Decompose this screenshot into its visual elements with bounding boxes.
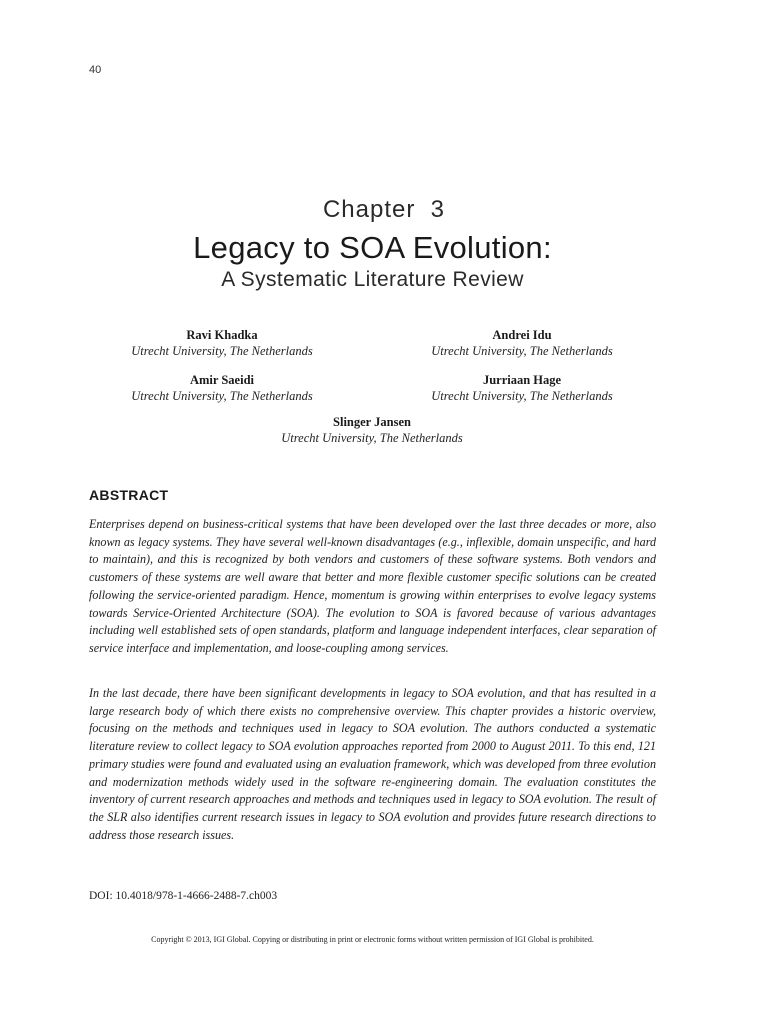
author-entry bbox=[372, 372, 672, 404]
doi: DOI: 10.4018/978-1-4666-2488-7.ch003 bbox=[89, 890, 278, 902]
author-affiliation: Utrecht University, The Netherlands bbox=[431, 344, 613, 358]
author-entry bbox=[72, 372, 372, 404]
abstract-paragraph: In the last decade, there have been significant developments in legacy to SOA evolution, and that has resulted in a large research body of which there exists no comprehensive overview. This chapter provides a historic overview, focusing on the methods and techniques used in legacy to SOA evolution. The authors conducted a systematic literature review to collect legacy to SOA evolution approaches reported from 2000 to August 2011. To this end, 121 primary studies were found and evaluated using an evaluation framework, which was developed from three evolution and modernization methods widely used in the software re-engineering domain. The evaluation constitutes the inventory of current research approaches and methods and techniques used in legacy to SOA evolution. The result of the SLR also identifies current research issues in legacy to SOA evolution and provides future research directions to address those research issues. bbox=[89, 686, 656, 842]
author-affiliation: Utrecht University, The Netherlands bbox=[431, 389, 613, 403]
abstract-heading: ABSTRACT bbox=[89, 487, 169, 503]
author-name: Jurriaan Hage bbox=[482, 373, 562, 387]
page-number: 40 bbox=[89, 64, 102, 76]
chapter-subtitle: A Systematic Literature Review bbox=[221, 268, 524, 291]
author-entry bbox=[222, 414, 522, 446]
author-entry bbox=[372, 327, 672, 359]
chapter-title: Legacy to SOA Evolution: bbox=[193, 230, 552, 265]
author-name: Andrei Idu bbox=[492, 328, 552, 342]
author-affiliation: Utrecht University, The Netherlands bbox=[131, 389, 313, 403]
author-name: Slinger Jansen bbox=[333, 415, 411, 429]
abstract-paragraph: Enterprises depend on business-critical systems that have been developed over the last three decades or more, also known as legacy systems. They have several well-known disadvantages (e.g., inflexible, domain unspecific, and hard to maintain), and this is recognized by both vendors and customers of these software systems. Both vendors and customers of these systems are well aware that better and more flexible customer specific solutions can be created following the service-oriented paradigm. Hence, momentum is growing within enterprises to evolve legacy systems towards Service-Oriented Architecture (SOA). The evolution to SOA is favored because of various advantages including well established sets of open standards, platform and language independent interfaces, clear separation of service interface and implementation, and loose-coupling among services. bbox=[89, 517, 656, 655]
author-name: Amir Saeidi bbox=[189, 373, 254, 387]
author-affiliation: Utrecht University, The Netherlands bbox=[281, 431, 463, 445]
author-name: Ravi Khadka bbox=[186, 328, 258, 342]
author-entry bbox=[72, 327, 372, 359]
chapter-label: Chapter 3 bbox=[322, 196, 446, 223]
copyright-notice: Copyright © 2013, IGI Global. Copying or distributing in print or electronic forms without written permission of IGI Global is prohibited. bbox=[151, 935, 594, 944]
author-affiliation: Utrecht University, The Netherlands bbox=[131, 344, 313, 358]
